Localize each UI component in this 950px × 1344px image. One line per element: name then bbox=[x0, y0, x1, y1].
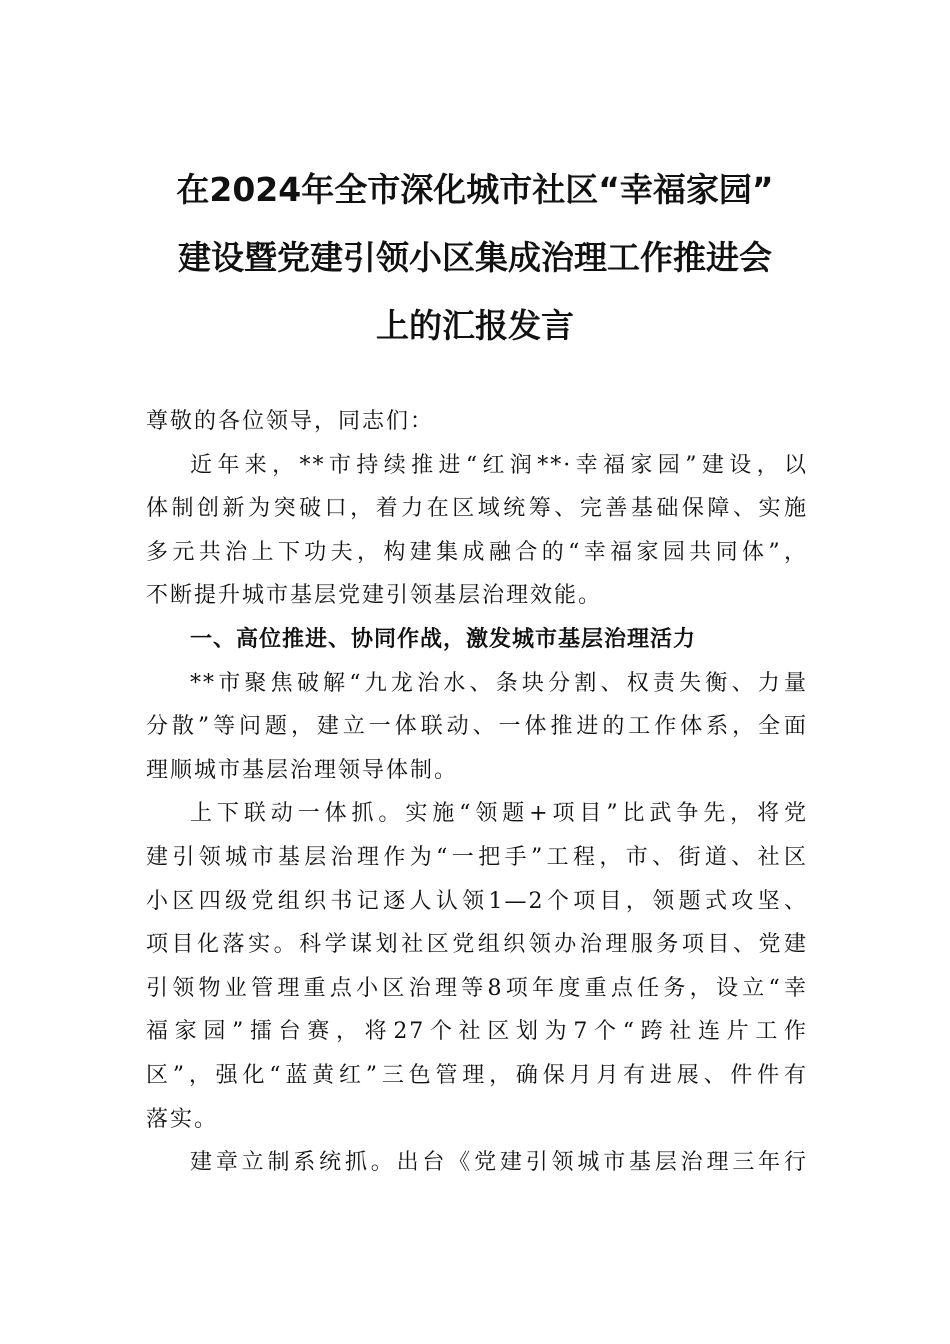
section-heading-1 bbox=[146, 618, 808, 662]
paragraph-line: **市聚焦破解“九龙治水、条块分割、权责失衡、力量 bbox=[190, 670, 808, 696]
paragraph-linkage bbox=[146, 792, 808, 1141]
section-heading-text: 一、高位推进、协同作战，激发城市基层治理活力 bbox=[190, 626, 697, 652]
paragraph-problem bbox=[146, 662, 808, 793]
paragraph-line: 体制创新为突破口，着力在区域统筹、完善基础保障、实施 bbox=[146, 496, 808, 522]
paragraph-line: 分散”等问题，建立一体联动、一体推进的工作体系，全面 bbox=[146, 714, 808, 740]
paragraph-line: 建引领城市基层治理作为“一把手”工程，市、街道、社区 bbox=[146, 844, 808, 870]
title-line-2: 建设暨党建引领小区集成治理工作推进会 bbox=[178, 238, 772, 277]
title-line-1: 在2024年全市深化城市社区“幸福家园” bbox=[176, 170, 774, 209]
salutation-text: 尊敬的各位领导，同志们： bbox=[146, 409, 435, 434]
paragraph-line: 区”，强化“蓝黄红”三色管理，确保月月有进展、件件有 bbox=[146, 1062, 808, 1088]
paragraph-line: 上下联动一体抓。实施“领题+项目”比武争先，将党 bbox=[190, 801, 808, 827]
paragraph-line: 福家园”擂台赛，将27个社区划为7个“跨社连片工作 bbox=[146, 1019, 808, 1045]
title-line-3: 上的汇报发言 bbox=[376, 306, 574, 345]
paragraph-intro bbox=[146, 444, 808, 618]
paragraph-line: 项目化落实。科学谋划社区党组织领办治理服务项目、党建 bbox=[146, 932, 808, 958]
paragraph-line: 引领物业管理重点小区治理等8项年度重点任务，设立“幸 bbox=[146, 975, 808, 1001]
paragraph-line: 理顺城市基层治理领导体制。 bbox=[146, 757, 459, 783]
document-title bbox=[100, 156, 850, 360]
document-body bbox=[146, 400, 808, 1185]
salutation bbox=[146, 400, 808, 444]
paragraph-line: 建章立制系统抓。出台《党建引领城市基层治理三年行 bbox=[190, 1150, 808, 1176]
paragraph-line: 不断提升城市基层党建引领基层治理效能。 bbox=[146, 583, 603, 609]
paragraph-line: 小区四级党组织书记逐人认领1—2个项目，领题式攻坚、 bbox=[146, 888, 808, 914]
paragraph-line: 落实。 bbox=[146, 1106, 219, 1132]
paragraph-line: 多元共治上下功夫，构建集成融合的“幸福家园共同体”， bbox=[146, 539, 808, 565]
paragraph-line: 近年来，**市持续推进“红润**·幸福家园”建设，以 bbox=[190, 452, 808, 478]
paragraph-rules bbox=[146, 1141, 808, 1185]
